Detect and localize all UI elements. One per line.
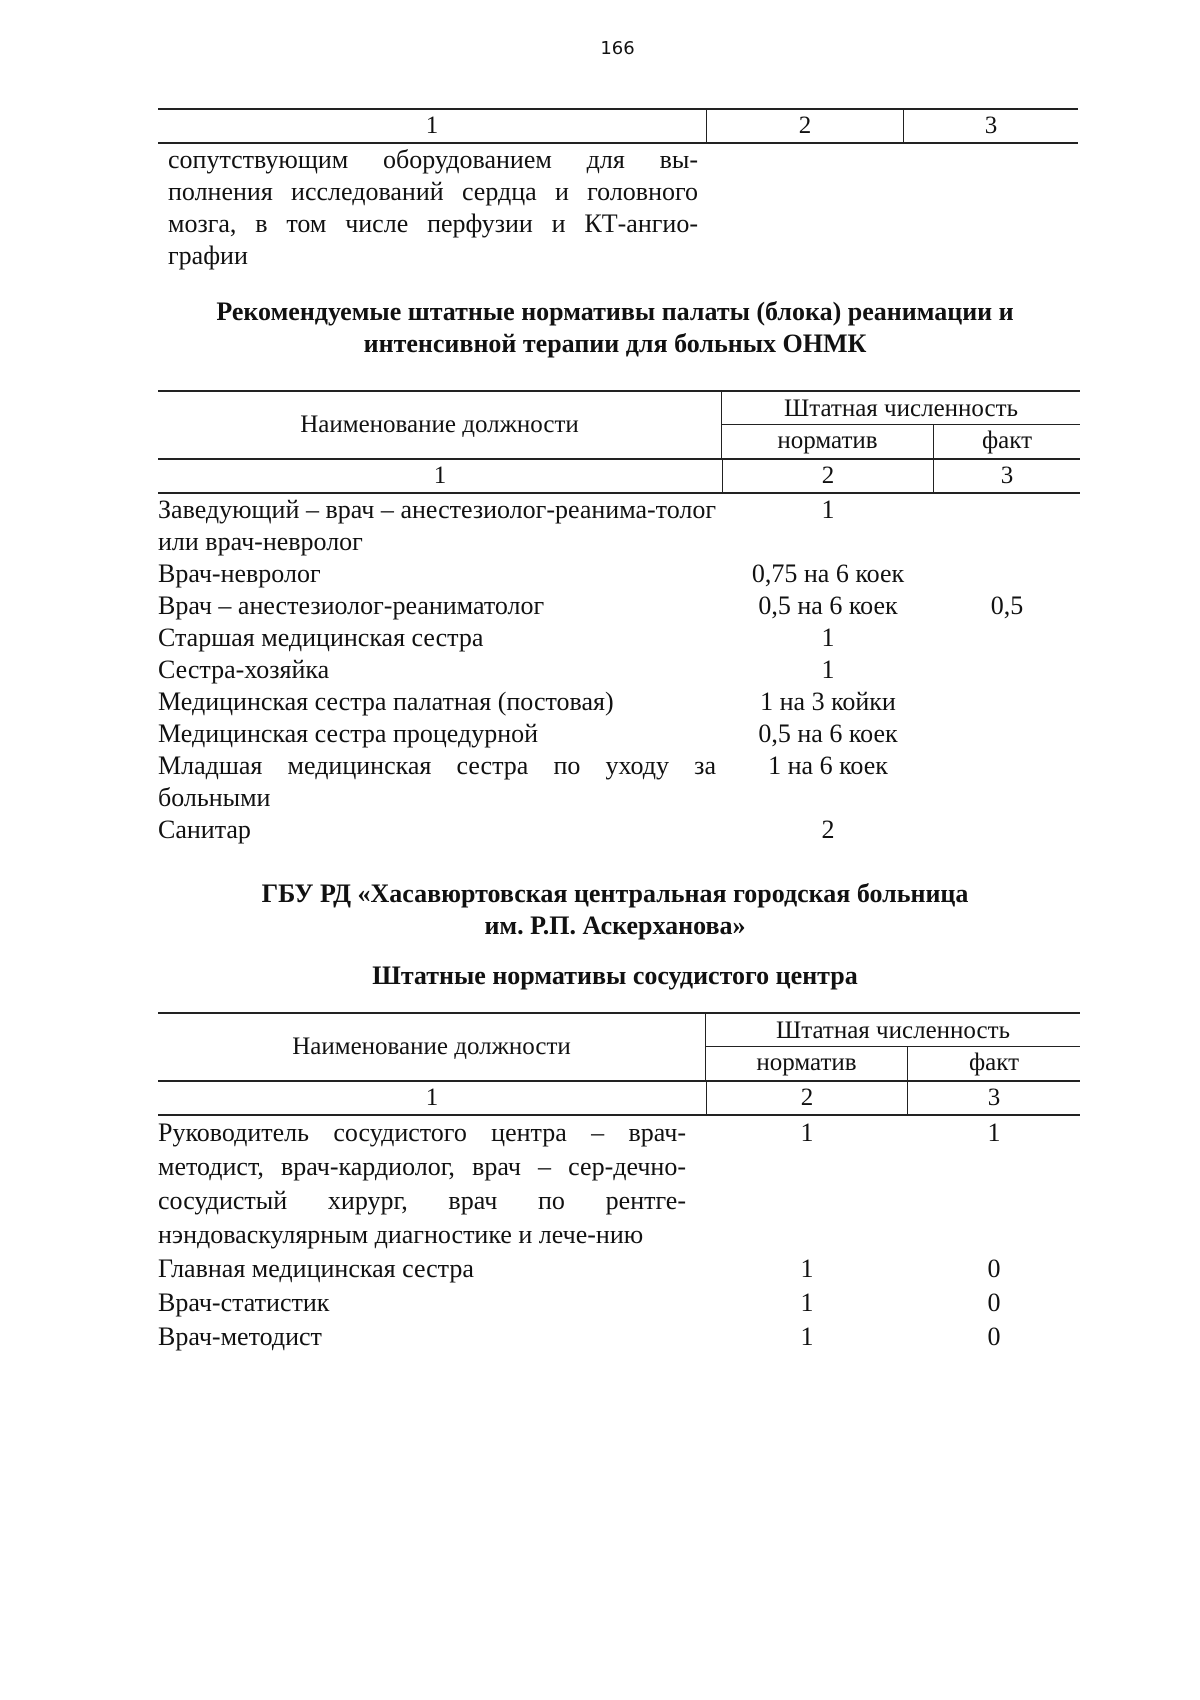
header-staff-count: Штатная численность <box>722 392 1080 425</box>
table-row <box>158 622 1080 654</box>
norm-value: 2 <box>821 815 835 844</box>
heading-line: им. Р.П. Аскерханова» <box>484 911 746 940</box>
col-number-3: 3 <box>1000 462 1014 489</box>
col-number-2: 2 <box>706 1082 908 1114</box>
position-name: Младшая медицинская сестра по уходу за больными <box>158 751 716 812</box>
section-heading-icu <box>150 296 1080 360</box>
table-row <box>158 686 1080 718</box>
norm-value: 1 <box>800 1288 814 1317</box>
table-header <box>158 390 1080 460</box>
fact-value <box>934 494 1080 558</box>
header-norm: норматив <box>722 425 934 458</box>
column-number-row <box>158 108 1078 144</box>
position-name: Врач-невролог <box>158 559 321 588</box>
table-continuation <box>158 108 1078 272</box>
heading-line: ГБУ РД «Хасавюртовская центральная городская больница <box>261 879 969 908</box>
fact-value <box>934 814 1080 846</box>
table-row <box>158 1252 1080 1286</box>
section-heading-hospital <box>150 878 1080 942</box>
vascular-center-staffing-table <box>158 1012 1080 1354</box>
norm-value: 1 <box>821 495 835 524</box>
col-number-1: 1 <box>425 1084 439 1111</box>
table-body <box>158 1116 1080 1354</box>
position-name: Врач-статистик <box>158 1288 330 1317</box>
norm-value: 1 <box>800 1254 814 1283</box>
header-fact: факт <box>968 1049 1020 1076</box>
fact-value <box>934 622 1080 654</box>
norm-value: 0,5 на 6 коек <box>758 719 898 748</box>
col-number-2: 2 <box>722 460 934 492</box>
header-position-name: Наименование должности <box>158 392 722 458</box>
fact-value: 0 <box>987 1322 1001 1351</box>
table-body <box>158 494 1080 846</box>
table-row <box>158 814 1080 846</box>
position-name: Медицинская сестра палатная (постовая) <box>158 687 614 716</box>
position-name: Заведующий – врач – анестезиолог-реанима-толог или врач-невролог <box>158 495 716 556</box>
icu-staffing-table <box>158 390 1080 846</box>
table-row <box>158 1116 1080 1252</box>
table-row <box>158 558 1080 590</box>
page-number: 166 <box>600 38 635 59</box>
col-number-1: 1 <box>433 462 447 489</box>
fact-value: 1 <box>987 1118 1001 1147</box>
col-number-1: 1 <box>425 112 439 139</box>
fact-value <box>934 654 1080 686</box>
fact-value: 0,5 <box>990 591 1024 620</box>
position-name: Сестра-хозяйка <box>158 655 330 684</box>
norm-value: 1 на 6 коек <box>768 751 888 780</box>
fact-value: 0 <box>987 1288 1001 1317</box>
col-number-3: 3 <box>987 1084 1001 1111</box>
heading-line: Штатные нормативы сосудистого центра <box>372 961 858 990</box>
header-staff-count: Штатная численность <box>706 1014 1080 1047</box>
fact-value <box>934 686 1080 718</box>
continuation-text: сопутствующим оборудованием для вы-полнения исследований сердца и головного мозга, в том числе перфузии и КТ-ангио-графии <box>168 145 698 270</box>
norm-value: 1 <box>800 1118 814 1147</box>
table-row <box>158 654 1080 686</box>
table-row <box>158 590 1080 622</box>
norm-value: 1 <box>821 655 835 684</box>
header-position-name: Наименование должности <box>158 1014 706 1080</box>
column-number-row <box>158 1082 1080 1116</box>
norm-value: 1 <box>800 1322 814 1351</box>
position-name: Старшая медицинская сестра <box>158 623 484 652</box>
norm-value: 0,75 на 6 коек <box>751 559 905 588</box>
col-number-3: 3 <box>984 112 998 139</box>
fact-value: 0 <box>987 1254 1001 1283</box>
col-number-2: 2 <box>706 110 904 142</box>
heading-line: интенсивной терапии для больных ОНМК <box>363 329 867 358</box>
header-norm: норматив <box>706 1047 908 1080</box>
table-header <box>158 1012 1080 1082</box>
column-number-row <box>158 460 1080 494</box>
section-heading-vascular-center <box>150 960 1080 992</box>
position-name: Санитар <box>158 815 251 844</box>
norm-value: 1 <box>821 623 835 652</box>
fact-value <box>934 750 1080 814</box>
position-name: Медицинская сестра процедурной <box>158 719 539 748</box>
position-name: Руководитель сосудистого центра – врач-методист, врач-кардиолог, врач – сер-дечно-сосудистый хирург, врач по рентге-нэндоваскулярным диагностике и лече-нию <box>158 1118 686 1249</box>
fact-value <box>934 558 1080 590</box>
position-name: Врач – анестезиолог-реаниматолог <box>158 591 545 620</box>
position-name: Врач-методист <box>158 1322 322 1351</box>
norm-value: 0,5 на 6 коек <box>758 591 898 620</box>
position-name: Главная медицинская сестра <box>158 1254 474 1283</box>
header-fact: факт <box>981 427 1033 454</box>
norm-value: 1 на 3 койки <box>760 687 896 716</box>
table-row <box>158 750 1080 814</box>
table-row <box>158 494 1080 558</box>
table-row <box>158 718 1080 750</box>
table-row <box>158 1320 1080 1354</box>
fact-value <box>934 718 1080 750</box>
table-row <box>158 1286 1080 1320</box>
heading-line: Рекомендуемые штатные нормативы палаты (блока) реанимации и <box>216 297 1014 326</box>
